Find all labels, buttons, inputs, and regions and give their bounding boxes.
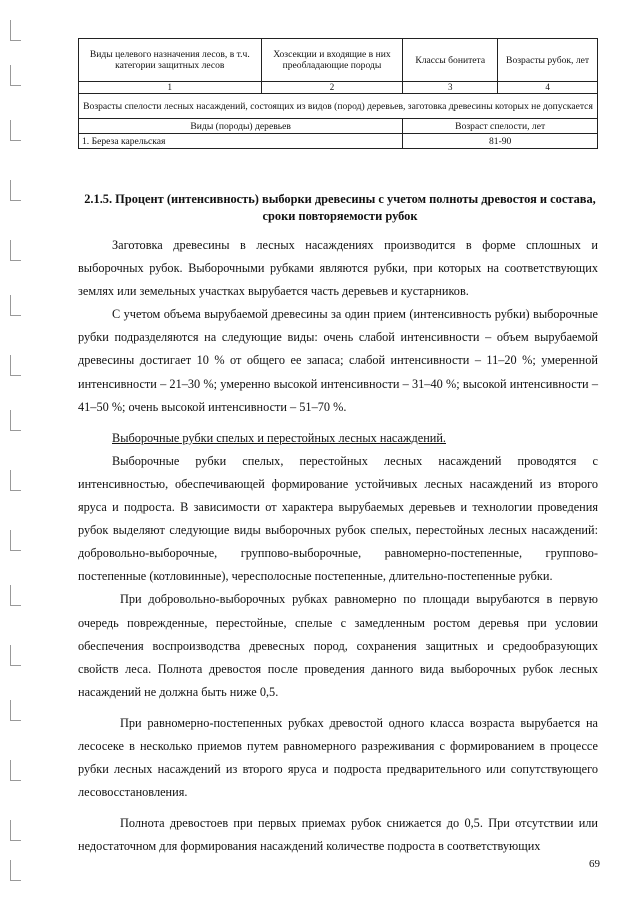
table-header-row bbox=[79, 39, 598, 82]
subheading: Выборочные рубки спелых и перестойных лесных насаждений. bbox=[112, 430, 447, 445]
binder-mark bbox=[10, 120, 21, 141]
binder-marks bbox=[10, 20, 24, 880]
age-header: Возраст спелости, лет bbox=[403, 119, 598, 134]
section-title: 2.1.5. Процент (интенсивность) выборки древесины с учетом полноты древостоя и состава, сроки повторяемости рубок bbox=[84, 192, 596, 223]
binder-mark bbox=[10, 295, 21, 316]
paragraph: Выборочные рубки спелых, перестойных лесных насаждений проводятся с интенсивностью, обеспечивающей формирование устойчивых лесных насаждений из второго яруса и подроста. В зависимости от характера вырубаемых деревьев и технологии проведения рубок выделяют следующие виды выборочных рубок спелых, перестойных лесных насаждений: добровольно-выборочные, группово-выборочные, равномерно-постепенные, группово-постепенные (котловинные), чересполосные постепенные, длительно-постепенные рубки. bbox=[78, 453, 598, 584]
binder-mark bbox=[10, 20, 21, 41]
binder-mark bbox=[10, 645, 21, 666]
merged-caption: Возрасты спелости лесных насаждений, состоящих из видов (пород) деревьев, заготовка древесины которых не допускается bbox=[79, 94, 598, 119]
table-row bbox=[79, 134, 598, 149]
age-cell: 81-90 bbox=[403, 134, 598, 149]
binder-mark bbox=[10, 585, 21, 606]
binder-mark bbox=[10, 860, 21, 881]
column-number: 4 bbox=[498, 82, 598, 94]
paragraph: При добровольно-выборочных рубках равномерно по площади вырубаются в первую очередь поврежденные, перестойные, спелые с замедленным ростом деревья при условии обеспечения воспроизводства древесных пород, сохранения защитных и средообразующих свойств леса. Полнота древостоя после проведения данного вида выборочных рубок лесных насаждений не должна быть ниже 0,5. bbox=[78, 592, 598, 699]
table-header-cell: Возрасты рубок, лет bbox=[498, 39, 598, 82]
forest-age-table bbox=[78, 38, 598, 149]
column-number: 1 bbox=[79, 82, 262, 94]
binder-mark bbox=[10, 470, 21, 491]
binder-mark bbox=[10, 355, 21, 376]
binder-mark bbox=[10, 700, 21, 721]
table-number-row bbox=[79, 82, 598, 94]
species-cell: 1. Береза карельская bbox=[79, 134, 403, 149]
paragraph: Заготовка древесины в лесных насаждениях производится в форме сплошных и выборочных рубок. Выборочными рубками являются рубки, при которых на соответствующих землях или земельных участках вырубается часть деревьев и кустарников. bbox=[78, 238, 598, 299]
table-header-cell: Хозсекции и входящие в них преобладающие породы bbox=[261, 39, 403, 82]
binder-mark bbox=[10, 180, 21, 201]
body-text bbox=[78, 234, 598, 858]
species-header: Виды (породы) деревьев bbox=[79, 119, 403, 134]
page-number: 69 bbox=[589, 858, 600, 870]
paragraph: При равномерно-постепенных рубках древостой одного класса возраста вырубается на лесосеке в несколько приемов путем равномерного разреживания с формированием в процессе рубки лесных насаждений из второго яруса и подроста предварительного или сопутствующего лесовосстановления. bbox=[78, 715, 598, 800]
paragraph: Полнота древостоев при первых приемах рубок снижается до 0,5. При отсутствии или недостаточном для формирования насаждений количестве подроста в соответствующих bbox=[78, 816, 598, 854]
column-number: 2 bbox=[261, 82, 403, 94]
table-header-cell: Виды целевого назначения лесов, в т.ч. категории защитных лесов bbox=[79, 39, 262, 82]
binder-mark bbox=[10, 760, 21, 781]
binder-mark bbox=[10, 530, 21, 551]
table-merged-row bbox=[79, 94, 598, 119]
table-subheader-row bbox=[79, 119, 598, 134]
binder-mark bbox=[10, 240, 21, 261]
binder-mark bbox=[10, 820, 21, 841]
binder-mark bbox=[10, 65, 21, 86]
paragraph: С учетом объема вырубаемой древесины за один прием (интенсивность рубки) выборочные рубки подразделяются на следующие виды: очень слабой интенсивности – объем вырубаемой древесины достигает 10 % от общего ее запаса; слабой интенсивности – 11–20 %; умеренной интенсивности – 21–30 %; умеренно высокой интенсивности – 31–40 %; высокой интенсивности – 41–50 %; очень высокой интенсивности – 51–70 %. bbox=[78, 307, 598, 414]
table-header-cell: Классы бонитета bbox=[403, 39, 498, 82]
binder-mark bbox=[10, 410, 21, 431]
column-number: 3 bbox=[403, 82, 498, 94]
